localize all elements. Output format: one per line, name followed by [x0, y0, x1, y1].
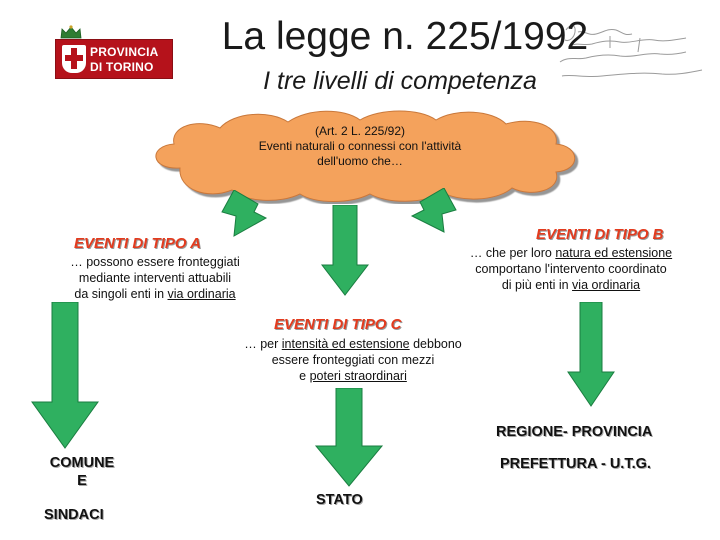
event-c-line3-underlined: poteri straordinari [309, 369, 407, 383]
event-c-line1-post: debbono [409, 337, 462, 351]
event-c-line3 [208, 368, 498, 384]
page-subtitle: I tre livelli di competenza [263, 67, 537, 95]
arrow-to-tipo-c-icon [320, 205, 370, 297]
event-a-line1: … possono essere fronteggiati [70, 255, 240, 269]
event-a-text [40, 254, 270, 302]
sindaci-label: SINDACI [44, 507, 104, 523]
event-b-line1-underlined: natura ed estensione [555, 246, 673, 260]
page-title: La legge n. 225/1992 [221, 15, 589, 58]
arrow-to-regione-icon [566, 302, 616, 408]
arrow-to-stato-icon [312, 388, 386, 488]
regione-provincia-label: REGIONE- PROVINCIA [496, 424, 653, 440]
event-c-line1-pre: … per [244, 337, 282, 351]
event-b-line3-underlined: via ordinaria [572, 278, 641, 292]
event-c-line3-pre: e [299, 369, 310, 383]
comune-label [40, 454, 124, 490]
cloud-line1: (Art. 2 L. 225/92) [314, 124, 406, 138]
logo-line1: PROVINCIA [90, 45, 159, 59]
cloud-line3: dell'uomo che… [317, 154, 403, 168]
provincia-di-torino-logo [55, 25, 173, 80]
event-c-line1 [208, 336, 498, 352]
shield-cross-icon [62, 45, 86, 73]
comune-line2: E [77, 473, 87, 489]
event-c-title: EVENTI DI TIPO C [274, 316, 402, 333]
event-b-line1 [446, 245, 696, 261]
arrow-to-tipo-b-icon [408, 188, 464, 234]
event-b-line3-pre: di più enti in [501, 278, 573, 292]
comune-line1: COMUNE [49, 455, 115, 471]
event-a-title: EVENTI DI TIPO A [74, 235, 201, 252]
event-b-line3 [446, 277, 696, 293]
cloud-line2: Eventi naturali o connessi con l'attività [258, 139, 462, 153]
logo-line2: DI TORINO [90, 60, 154, 74]
event-b-text [446, 245, 696, 293]
prefettura-label: PREFETTURA - U.T.G. [500, 456, 651, 472]
logo-text [90, 45, 170, 75]
event-a-line2: mediante interventi attuabili [78, 271, 232, 285]
cloud-text [200, 124, 520, 169]
event-b-line1-pre: … che per loro [469, 246, 556, 260]
stato-label: STATO [316, 492, 363, 508]
event-a-line3-underlined: via ordinaria [167, 287, 236, 301]
arrow-to-comune-icon [28, 302, 102, 450]
arrow-to-tipo-a-icon [214, 190, 270, 238]
event-c-line2: essere fronteggiati con mezzi [271, 353, 435, 367]
crown-icon [59, 25, 83, 39]
event-a-line3 [40, 286, 270, 302]
logo-red-box [55, 39, 173, 79]
event-b-title: EVENTI DI TIPO B [536, 226, 664, 243]
event-b-line2: comportano l'intervento coordinato [475, 262, 667, 276]
event-c-text [208, 336, 498, 384]
event-c-line1-underlined: intensità ed estensione [281, 337, 410, 351]
event-a-line3-pre: da singoli enti in [74, 287, 168, 301]
